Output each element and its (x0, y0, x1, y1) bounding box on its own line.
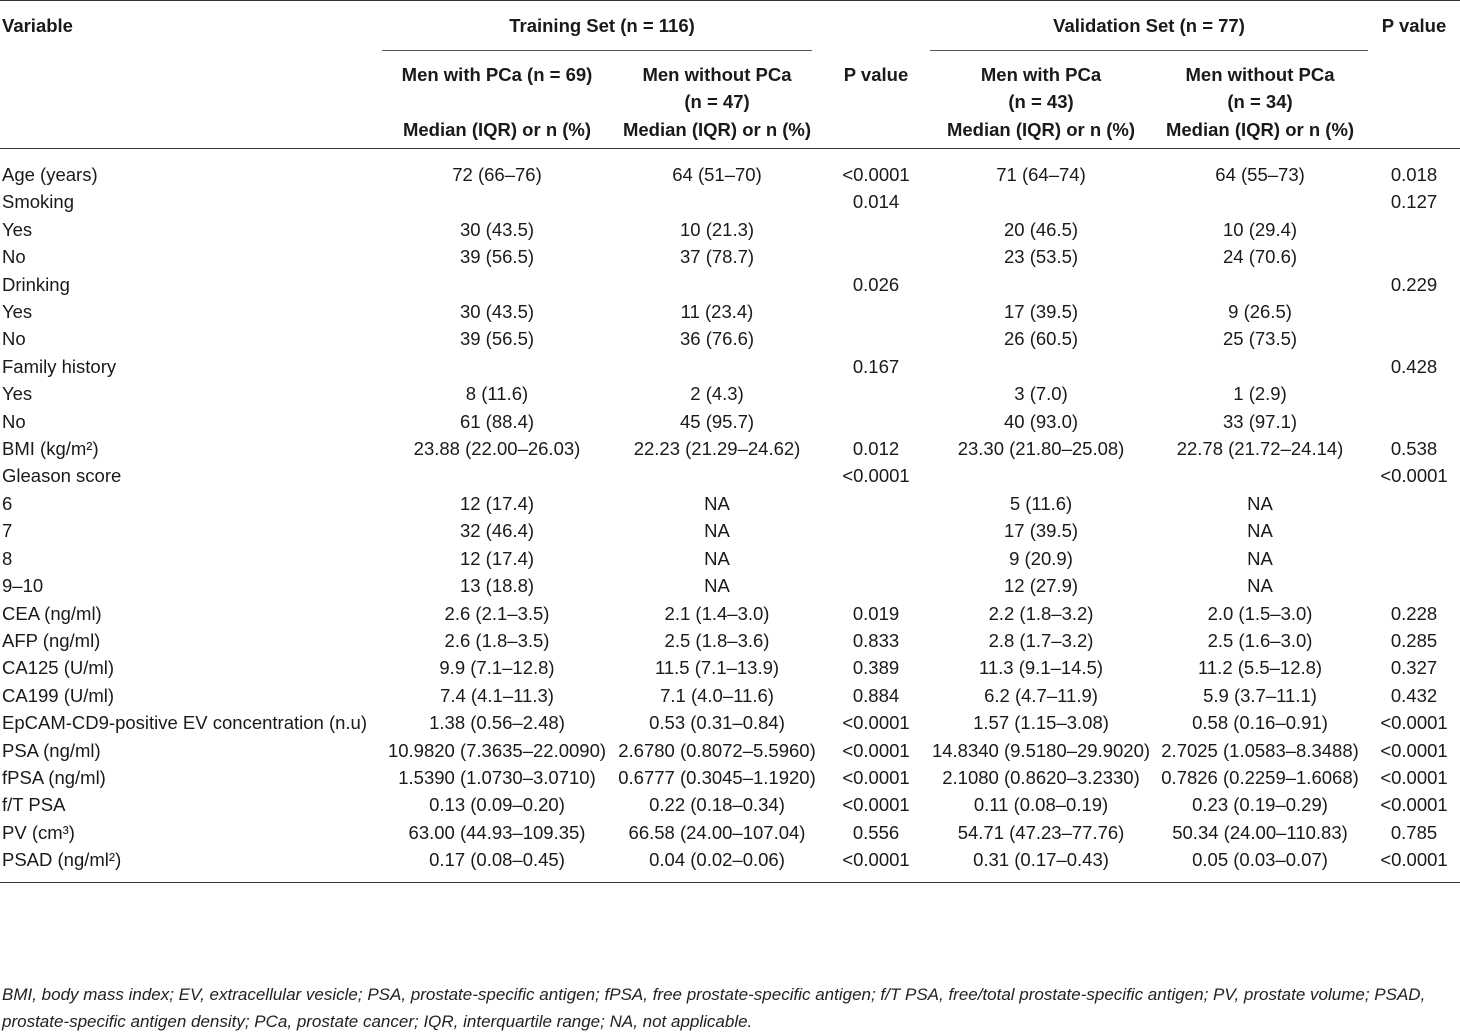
train-p-cell: <0.0001 (842, 164, 910, 185)
val-nopca-cell: 2.7025 (1.0583–8.3488) (1161, 739, 1359, 761)
val-p-cell: <0.0001 (1380, 794, 1448, 816)
val-pca-cell: 2.8 (1.7–3.2) (988, 629, 1094, 651)
train-nopca-cell: 0.53 (0.31–0.84) (649, 712, 785, 734)
val-nopca-cell: 5.9 (3.7–11.1) (1203, 684, 1317, 706)
spacer-cell (1368, 51, 1460, 149)
train-pca-cell: 39 (56.5) (459, 328, 535, 350)
val-p-cell: 0.785 (1390, 821, 1438, 843)
table-row (0, 353, 1460, 380)
val-nopca-cell: 11.2 (5.5–12.8) (1197, 657, 1323, 679)
val-nopca-cell: 22.78 (21.72–24.14) (1176, 438, 1344, 460)
train-p-cell (822, 298, 930, 325)
val-nopca-cell: 25 (73.5) (1223, 328, 1298, 350)
variable-cell: Smoking (2, 191, 74, 213)
val-pca-cell: 71 (64–74) (996, 164, 1086, 185)
train-p-cell: 0.026 (852, 273, 900, 295)
train-nopca-cell: 37 (78.7) (679, 246, 755, 268)
table-row (0, 764, 1460, 791)
variable-cell: EpCAM-CD9-positive EV concentration (n.u) (2, 712, 368, 734)
train-nopca-cell (612, 271, 822, 298)
val-nopca-cell: 24 (70.6) (1223, 246, 1298, 268)
val-pca-cell: 2.2 (1.8–3.2) (988, 602, 1094, 624)
val-pca-cell: 17 (39.5) (1003, 301, 1079, 323)
train-nopca-cell: 11 (23.4) (680, 301, 754, 323)
val-pca-cell: 6.2 (4.7–11.9) (984, 684, 1098, 706)
train-nopca-stat-label: Median (IQR) or n (%) (622, 118, 812, 140)
variable-cell: f/T PSA (2, 794, 66, 816)
variable-cell: AFP (ng/ml) (2, 629, 101, 651)
val-nopca-cell: 50.34 (24.00–110.83) (1172, 821, 1348, 843)
training-set-header (382, 0, 822, 50)
table-row (0, 627, 1460, 654)
train-p-cell (822, 243, 930, 270)
table-row (0, 819, 1460, 846)
val-pca-cell: 14.8340 (9.5180–29.9020) (931, 739, 1151, 761)
variable-cell: PSA (ng/ml) (2, 739, 101, 761)
val-nopca-cell: NA (1247, 520, 1273, 542)
val-p-cell (1368, 517, 1460, 544)
table-row (0, 490, 1460, 517)
val-pca-cell: 3 (7.0) (1014, 383, 1068, 405)
train-pca-cell: 12 (17.4) (459, 547, 535, 569)
train-nopca-label: Men without PCa (642, 64, 792, 85)
train-nopca-cell: NA (704, 492, 730, 514)
variable-cell: Yes (2, 301, 33, 323)
val-p-cell: 0.228 (1390, 602, 1438, 624)
variable-cell: 6 (2, 492, 13, 514)
train-pca-cell: 0.13 (0.09–0.20) (429, 794, 565, 816)
table-row (0, 188, 1460, 215)
p-value-top-header: P value (1381, 15, 1447, 36)
train-nopca-cell (612, 188, 822, 215)
train-nopca-cell: 0.22 (0.18–0.34) (649, 794, 785, 816)
val-p-cell (1368, 408, 1460, 435)
train-p-cell: 0.389 (852, 657, 900, 679)
val-nopca-cell: 10 (29.4) (1223, 218, 1298, 240)
val-nopca-cell: 64 (55–73) (1215, 164, 1305, 185)
train-nopca-cell (612, 353, 822, 380)
train-nopca-cell: NA (704, 575, 730, 597)
val-p-cell: 0.327 (1390, 657, 1438, 679)
val-pca-cell: 0.11 (0.08–0.19) (973, 794, 1109, 816)
val-nopca-cell: 2.0 (1.5–3.0) (1207, 602, 1313, 624)
variable-header: Variable (2, 15, 73, 36)
train-pca-header (382, 51, 612, 149)
val-pca-cell: 9 (20.9) (1009, 547, 1073, 569)
train-p-cell (822, 572, 930, 599)
val-nopca-cell: 0.58 (0.16–0.91) (1192, 712, 1328, 734)
val-p-cell: 0.018 (1390, 164, 1438, 185)
table-row (0, 462, 1460, 489)
val-p-cell: <0.0001 (1380, 712, 1448, 734)
header-row-2 (0, 51, 1460, 149)
train-nopca-cell: NA (704, 547, 730, 569)
train-pca-cell: 39 (56.5) (459, 246, 535, 268)
train-nopca-header (612, 51, 822, 149)
val-p-cell (1368, 490, 1460, 517)
val-nopca-cell: 33 (97.1) (1223, 410, 1298, 432)
train-pca-cell: 13 (18.8) (459, 575, 535, 597)
train-p-cell (822, 216, 930, 243)
val-p-cell (1368, 243, 1460, 270)
validation-set-header (930, 0, 1368, 50)
table-body (0, 149, 1460, 883)
header-row-1 (0, 0, 1460, 50)
train-pca-cell: 32 (46.4) (459, 520, 535, 542)
val-pca-cell (930, 188, 1152, 215)
val-p-cell (1368, 380, 1460, 407)
val-p-cell: 0.538 (1390, 438, 1438, 460)
train-nopca-cell: 36 (76.6) (679, 328, 755, 350)
val-nopca-cell: 0.23 (0.19–0.29) (1192, 794, 1328, 816)
val-pca-cell (930, 462, 1152, 489)
train-pca-cell (382, 188, 612, 215)
train-nopca-cell: 45 (95.7) (679, 410, 755, 432)
variable-cell: No (2, 328, 26, 350)
train-pca-cell: 23.88 (22.00–26.03) (413, 438, 581, 460)
val-p-cell (1368, 325, 1460, 352)
val-p-cell: 0.285 (1390, 629, 1438, 651)
blank-line (382, 88, 612, 115)
val-nopca-cell: NA (1247, 575, 1273, 597)
val-pca-cell (930, 353, 1152, 380)
val-p-cell: 0.127 (1390, 191, 1438, 213)
train-pca-cell: 1.38 (0.56–2.48) (429, 712, 565, 734)
val-pca-cell: 40 (93.0) (1003, 410, 1079, 432)
train-nopca-cell: 11.5 (7.1–13.9) (654, 657, 780, 679)
val-pca-cell: 23.30 (21.80–25.08) (957, 438, 1125, 460)
val-nopca-cell: NA (1247, 547, 1273, 569)
variable-cell: Yes (2, 383, 33, 405)
variable-cell: PSAD (ng/ml²) (0, 846, 382, 882)
val-pca-cell (930, 271, 1152, 298)
val-pca-cell: 0.31 (0.17–0.43) (930, 846, 1152, 882)
val-nopca-n-label: (n = 34) (1227, 91, 1293, 113)
val-p-cell: <0.0001 (1380, 465, 1448, 487)
table-row (0, 737, 1460, 764)
train-nopca-cell: 2.5 (1.8–3.6) (664, 629, 770, 651)
variable-cell: No (2, 410, 26, 432)
train-p-cell: 0.012 (852, 438, 900, 460)
val-p-cell (1368, 216, 1460, 243)
table-row (0, 216, 1460, 243)
variable-cell: fPSA (ng/ml) (2, 766, 106, 788)
val-p-cell: 0.229 (1390, 273, 1438, 295)
train-p-cell: <0.0001 (842, 712, 910, 734)
train-nopca-cell: 22.23 (21.29–24.62) (633, 438, 801, 460)
table-row (0, 682, 1460, 709)
train-nopca-cell: 7.1 (4.0–11.6) (660, 684, 774, 706)
variable-cell: CA199 (U/ml) (2, 684, 115, 706)
train-pca-cell: 30 (43.5) (459, 218, 535, 240)
val-nopca-cell: 9 (26.5) (1228, 301, 1292, 323)
table-row (0, 271, 1460, 298)
variable-cell: 7 (2, 520, 13, 542)
train-p-cell: <0.0001 (842, 794, 910, 816)
train-nopca-cell: 66.58 (24.00–107.04) (628, 821, 806, 843)
train-p-cell: <0.0001 (842, 465, 910, 487)
val-nopca-cell (1152, 188, 1368, 215)
val-pca-cell: 11.3 (9.1–14.5) (978, 657, 1104, 679)
train-p-cell (822, 517, 930, 544)
val-pca-header (930, 51, 1152, 149)
spacer-cell (822, 0, 930, 50)
table-row (0, 325, 1460, 352)
train-p-cell (822, 380, 930, 407)
val-nopca-cell: 0.05 (0.03–0.07) (1152, 846, 1368, 882)
variable-cell: Age (years) (2, 164, 98, 185)
val-p-cell (1368, 298, 1460, 325)
variable-cell: Gleason score (2, 465, 122, 487)
table-row (0, 545, 1460, 572)
train-p-cell: <0.0001 (842, 766, 910, 788)
train-nopca-cell: 2.6780 (0.8072–5.5960) (618, 739, 816, 761)
validation-set-label: Validation Set (n = 77) (1053, 15, 1245, 36)
train-p-cell: 0.019 (852, 602, 900, 624)
train-pca-cell: 30 (43.5) (459, 301, 535, 323)
val-p-cell: <0.0001 (1380, 739, 1448, 761)
variable-cell: PV (cm³) (2, 821, 75, 843)
train-nopca-cell: 2.1 (1.4–3.0) (664, 602, 770, 624)
train-p-cell (822, 545, 930, 572)
variable-cell: CEA (ng/ml) (2, 602, 102, 624)
val-nopca-cell: 1 (2.9) (1233, 383, 1287, 405)
train-pca-cell (382, 462, 612, 489)
train-pca-cell: 2.6 (2.1–3.5) (444, 602, 550, 624)
val-nopca-cell: NA (1247, 492, 1273, 514)
train-p-cell: 0.556 (852, 821, 900, 843)
table-row (0, 846, 1460, 882)
train-p-cell: 0.884 (852, 684, 900, 706)
train-nopca-cell (612, 462, 822, 489)
train-nopca-n-label: (n = 47) (684, 91, 750, 113)
val-p-cell: 0.432 (1390, 684, 1438, 706)
variable-cell: CA125 (U/ml) (2, 657, 115, 679)
val-nopca-header (1152, 51, 1368, 149)
table-row (0, 791, 1460, 818)
table-row (0, 408, 1460, 435)
table-row (0, 243, 1460, 270)
train-pca-cell: 2.6 (1.8–3.5) (444, 629, 550, 651)
val-pca-n-label: (n = 43) (1008, 91, 1074, 113)
train-pca-cell: 63.00 (44.93–109.35) (408, 821, 586, 843)
table-row (0, 517, 1460, 544)
val-nopca-cell (1152, 353, 1368, 380)
val-p-cell: <0.0001 (1380, 766, 1448, 788)
val-pca-cell: 23 (53.5) (1003, 246, 1079, 268)
val-nopca-cell (1152, 271, 1368, 298)
val-pca-stat-label: Median (IQR) or n (%) (946, 118, 1136, 140)
table-row (0, 298, 1460, 325)
table-row (0, 709, 1460, 736)
train-p-cell (822, 408, 930, 435)
val-pca-cell: 20 (46.5) (1003, 218, 1079, 240)
val-nopca-stat-label: Median (IQR) or n (%) (1165, 118, 1355, 140)
train-p-header: P value (843, 64, 909, 85)
train-p-cell: <0.0001 (842, 739, 910, 761)
train-nopca-cell: 2 (4.3) (690, 383, 744, 405)
variable-cell: No (2, 246, 26, 268)
train-pca-cell: 0.17 (0.08–0.45) (382, 846, 612, 882)
val-nopca-cell (1152, 462, 1368, 489)
train-pca-cell: 1.5390 (1.0730–3.0710) (398, 766, 596, 788)
table-row (0, 654, 1460, 681)
spacer-cell (0, 51, 382, 149)
val-pca-cell: 54.71 (47.23–77.76) (957, 821, 1125, 843)
train-pca-cell: 12 (17.4) (459, 492, 535, 514)
train-pca-cell: 61 (88.4) (459, 410, 535, 432)
train-nopca-cell: 0.04 (0.02–0.06) (612, 846, 822, 882)
val-nopca-cell: 0.7826 (0.2259–1.6068) (1161, 766, 1359, 788)
training-set-label: Training Set (n = 116) (509, 15, 695, 36)
train-pca-label: Men with PCa (n = 69) (401, 64, 593, 85)
val-pca-cell: 1.57 (1.15–3.08) (973, 712, 1109, 734)
train-nopca-cell: 0.6777 (0.3045–1.1920) (618, 766, 816, 788)
train-p-cell (822, 490, 930, 517)
train-p-cell: 0.014 (852, 191, 900, 213)
val-p-cell (1368, 572, 1460, 599)
val-p-cell (1368, 545, 1460, 572)
val-p-cell: 0.428 (1390, 355, 1438, 377)
table-row (0, 435, 1460, 462)
train-p-cell: 0.167 (852, 355, 900, 377)
variable-cell: 9–10 (2, 575, 44, 597)
train-pca-cell: 7.4 (4.1–11.3) (440, 684, 554, 706)
val-pca-cell: 17 (39.5) (1003, 520, 1079, 542)
variable-cell: Family history (2, 355, 117, 377)
val-pca-label: Men with PCa (980, 64, 1102, 85)
train-pca-cell: 8 (11.6) (465, 383, 529, 405)
train-p-cell (822, 325, 930, 352)
train-pca-cell: 10.9820 (7.3635–22.0090) (387, 739, 607, 761)
train-nopca-cell: 10 (21.3) (679, 218, 755, 240)
val-nopca-label: Men without PCa (1185, 64, 1335, 85)
train-p-cell: 0.833 (852, 629, 900, 651)
val-nopca-cell: 2.5 (1.6–3.0) (1207, 629, 1313, 651)
train-nopca-cell: NA (704, 520, 730, 542)
variable-cell: Drinking (2, 273, 70, 295)
val-pca-cell: 2.1080 (0.8620–3.2330) (942, 766, 1140, 788)
variable-cell: Yes (2, 218, 33, 240)
train-nopca-cell: 64 (51–70) (672, 164, 762, 185)
table-row (0, 572, 1460, 599)
train-p-cell: <0.0001 (822, 846, 930, 882)
train-pca-stat-label: Median (IQR) or n (%) (402, 118, 592, 140)
train-pca-cell (382, 271, 612, 298)
val-p-cell: <0.0001 (1368, 846, 1460, 882)
train-pca-cell: 9.9 (7.1–12.8) (439, 657, 555, 679)
val-pca-cell: 5 (11.6) (1009, 492, 1073, 514)
table-row (0, 380, 1460, 407)
train-pca-cell (382, 353, 612, 380)
variable-cell: BMI (kg/m²) (2, 438, 99, 460)
table-row (0, 600, 1460, 627)
train-pca-cell: 72 (66–76) (452, 164, 542, 185)
val-pca-cell: 26 (60.5) (1003, 328, 1079, 350)
table-row (0, 149, 1460, 189)
val-pca-cell: 12 (27.9) (1003, 575, 1079, 597)
footnote: BMI, body mass index; EV, extracellular vesicle; PSA, prostate-specific antigen; fPSA, free prostate-specific antigen; f/T PSA, free/total prostate-specific antigen; PV, prostate volume; PSAD, prostate-specific antigen density; PCa, prostate cancer; IQR, interquartile range; NA, not applicable. (2, 985, 1426, 1031)
variable-cell: 8 (2, 547, 13, 569)
